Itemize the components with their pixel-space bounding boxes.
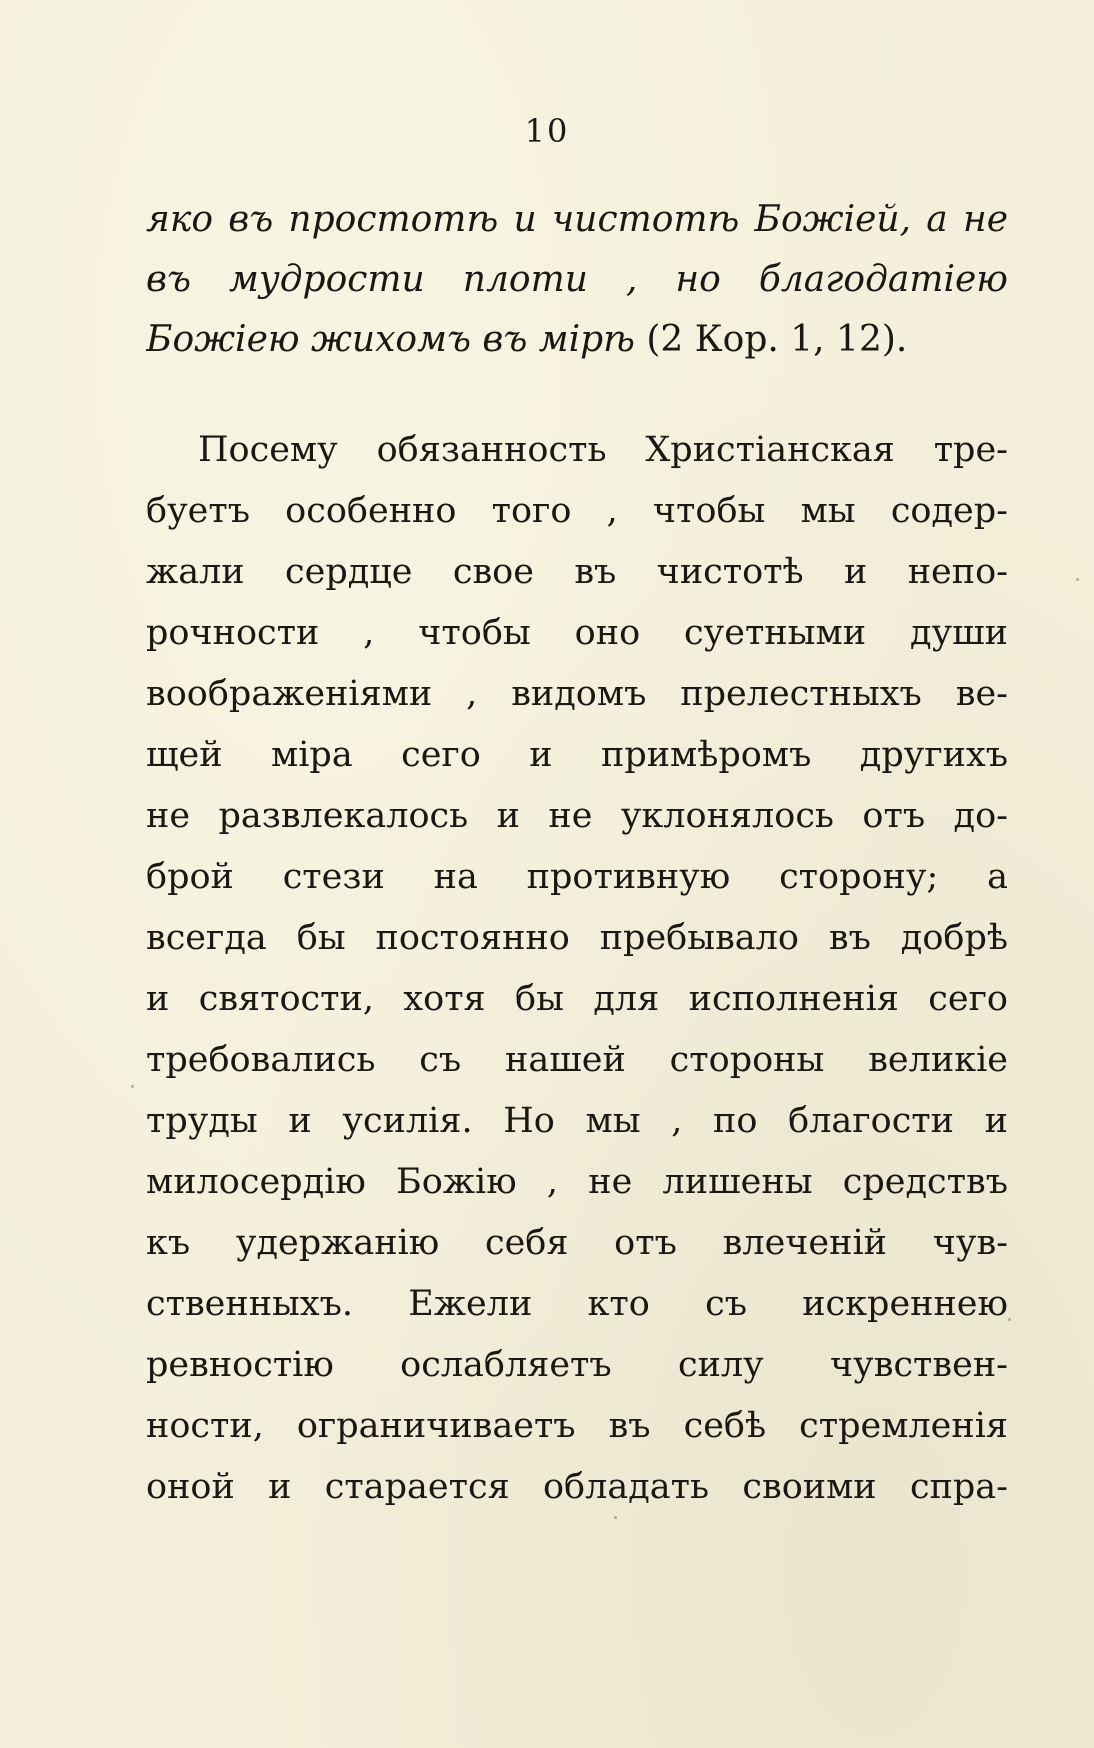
paragraph-line: брой стези на противную сторону; а [146, 857, 1008, 897]
quote-line [146, 310, 1008, 370]
scripture-reference: (2 Кор. 1, 12). [646, 319, 908, 360]
paragraph-line: оной и старается обладать своими спра- [146, 1467, 1008, 1507]
quote-line: въ мудрости плоти , но благодатіею [146, 259, 1008, 300]
paragraph-line: ности, ограничиваетъ въ себѣ стремленія [146, 1406, 1008, 1446]
scripture-quote [146, 190, 1008, 370]
quote-line-text: Божіею жихомъ въ мірѣ [146, 319, 635, 360]
paragraph-line: милосердію Божію , не лишены средствъ [146, 1162, 1008, 1202]
paper-speck [1008, 1318, 1011, 1321]
paragraph-line: требовались съ нашей стороны великіе [146, 1040, 1008, 1080]
paragraph-line: воображеніями , видомъ прелестныхъ ве- [146, 674, 1008, 714]
paragraph-line: буетъ особенно того , чтобы мы содер- [146, 491, 1008, 531]
paragraph-line: не развлекалось и не уклонялось отъ до- [146, 796, 1008, 836]
body-paragraph [146, 420, 1008, 1518]
paragraph-line: къ удержанію себя отъ влеченій чув- [146, 1223, 1008, 1263]
paragraph-line: щей міра сего и примѣромъ другихъ [146, 735, 1008, 775]
paragraph-line: всегда бы постоянно пребывало въ добрѣ [146, 918, 1008, 958]
paragraph-line: ственныхъ. Ежели кто съ искреннею [146, 1284, 1008, 1324]
paragraph-line: ревностію ослабляетъ силу чувствен- [146, 1345, 1008, 1385]
paper-speck [1076, 578, 1079, 581]
paper-speck [131, 1085, 134, 1088]
quote-line: яко въ простотѣ и чистотѣ Божіей, а не [146, 199, 1008, 240]
paper-speck [614, 1516, 617, 1519]
paragraph-line: труды и усилія. Но мы , по благости и [146, 1101, 1008, 1141]
paragraph-line: Посему обязанность Христіанская тре- [198, 430, 1008, 470]
page-number: 10 [524, 112, 570, 150]
paragraph-line: жали сердце свое въ чистотѣ и непо- [146, 552, 1008, 592]
paragraph-line: рочности , чтобы оно суетными души [146, 613, 1008, 653]
paragraph-line: и святости, хотя бы для исполненія сего [146, 979, 1008, 1019]
